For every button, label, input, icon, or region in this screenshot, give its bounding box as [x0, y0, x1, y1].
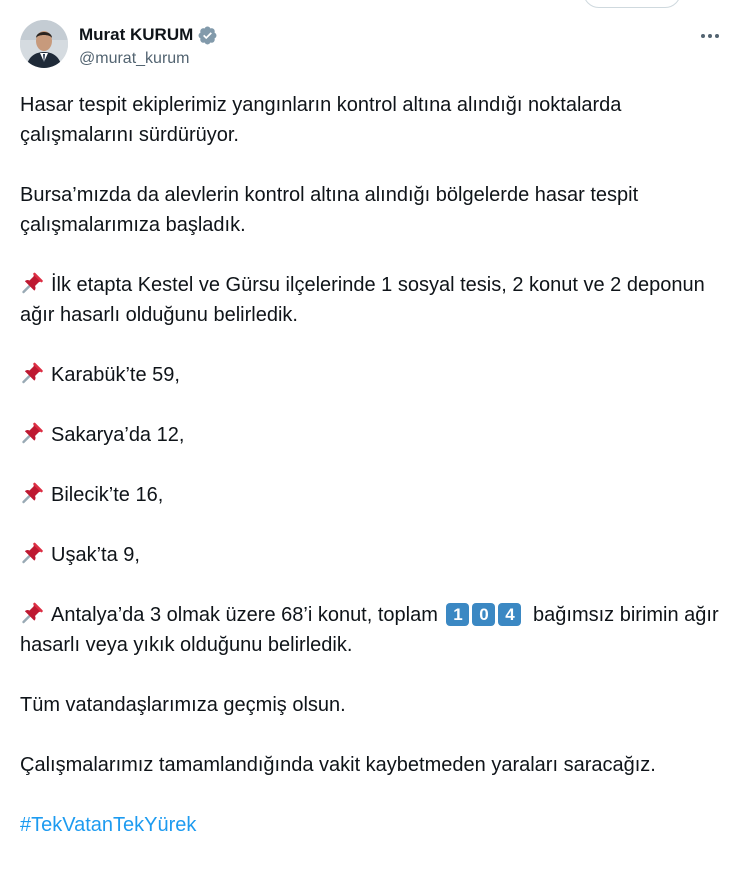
paragraph-6-text: Bilecik’te 16, — [51, 484, 164, 506]
paragraph-9: Tüm vatandaşlarımıza geçmiş olsun. — [20, 694, 346, 716]
paragraph-8-text-after: bağımsız birimin ağır hasarlı veya yıkık olduğunu belirledik. — [20, 604, 719, 656]
tweet-header — [20, 20, 735, 76]
pushpin-icon — [20, 271, 45, 295]
paragraph-3 — [20, 270, 720, 330]
keycap-number — [446, 604, 524, 626]
more-horizontal-icon[interactable] — [695, 24, 725, 48]
hashtag-link[interactable]: #TekVatanTekYürek — [20, 814, 197, 836]
verified-badge-icon[interactable] — [197, 25, 218, 46]
paragraph-2: Bursa’mızda da alevlerin kontrol altına alındığı bölgelerde hasar tespit çalışmalarımıza başladık. — [20, 184, 639, 236]
paragraph-8-text-before: Antalya’da 3 olmak üzere 68’i konut, toplam — [51, 604, 438, 626]
paragraph-6 — [20, 480, 720, 510]
paragraph-10: Çalışmalarımız tamamlandığında vakit kaybetmeden yaraları saracağız. — [20, 754, 656, 776]
keycap-digit-0-icon: 0 — [472, 603, 495, 626]
display-name[interactable]: Murat KURUM — [79, 25, 194, 44]
paragraph-7-text: Uşak’ta 9, — [51, 544, 140, 566]
paragraph-5 — [20, 420, 720, 450]
follow-button[interactable] — [583, 0, 681, 8]
avatar-image — [20, 20, 68, 68]
keycap-digit-4-icon: 4 — [498, 603, 521, 626]
pushpin-icon — [20, 421, 45, 445]
paragraph-5-text: Sakarya’da 12, — [51, 424, 185, 446]
pushpin-icon — [20, 541, 45, 565]
avatar[interactable] — [20, 20, 68, 68]
paragraph-3-text: İlk etapta Kestel ve Gürsu ilçelerinde 1 sosyal tesis, 2 konut ve 2 deponun ağır hasarlı olduğunu belirledik. — [20, 274, 705, 326]
paragraph-4-text: Karabük’te 59, — [51, 364, 180, 386]
keycap-digit-1-icon: 1 — [446, 603, 469, 626]
paragraph-4 — [20, 360, 720, 390]
paragraph-7 — [20, 540, 720, 570]
pushpin-icon — [20, 601, 45, 625]
paragraph-8 — [20, 600, 720, 660]
tweet-text — [20, 90, 720, 870]
paragraph-1: Hasar tespit ekiplerimiz yangınların kontrol altına alındığı noktalarda çalışmalarını sürdürüyor. — [20, 94, 622, 146]
pushpin-icon — [20, 481, 45, 505]
handle[interactable]: @murat_kurum — [79, 50, 190, 67]
pushpin-icon — [20, 361, 45, 385]
